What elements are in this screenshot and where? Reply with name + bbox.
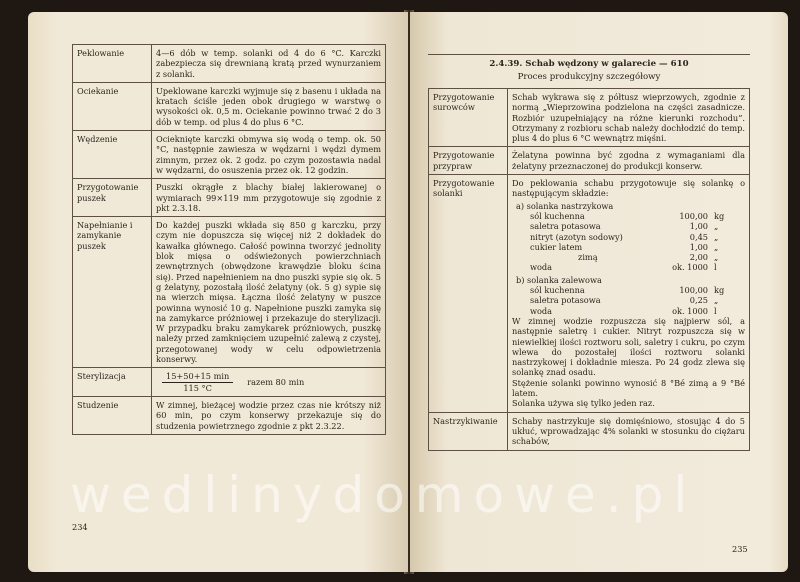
left-page	[28, 12, 408, 572]
ingredient-unit: „	[714, 231, 719, 242]
ingredient-name: nitryt (azotyn sodowy)	[530, 231, 623, 242]
table-row	[429, 147, 750, 175]
sterilization-fraction	[162, 371, 233, 393]
brine-cell	[508, 175, 750, 413]
row-text: Żelatyna powinna być zgodna z wymaganiami dla żelatyny przeznaczonej do produkcji konserw.	[508, 147, 750, 175]
ingredient-row	[512, 295, 745, 305]
ingredient-qty: 100,00	[679, 285, 708, 296]
brine-procedure: W zimnej wodzie rozpuszcza się najpierw sól, a następnie saletrę i cukier. Nitryt rozpuszcza się w niewielkiej ilości roztworu soli, saletry i cukru, po czym wlewa do pozostałej ilości roztworu solanki nastrzykowej i dokładnie miesza. Po 24 godz zlewa się solankę znad osadu.	[512, 315, 745, 378]
row-label: Przygotowanie solanki	[429, 175, 508, 413]
ingredient-unit: kg	[714, 210, 725, 221]
row-text: Ocieknięte karczki obmywa się wodą o temp. ok. 50 °C, następnie zawiesza w wędzarni i wędzi dymem zimnym, przez ok. 2 godz. po czym pozostawia nadal w wędzarni, do osuszenia przez ok. 12 godzin.	[152, 131, 386, 179]
brine-intro: Do peklowania schabu przygotowuje się solankę o następującym składzie:	[512, 178, 745, 199]
ingredient-unit: „	[714, 295, 719, 306]
process-table-left	[72, 44, 386, 435]
row-label: Napełnianie i zamykanie puszek	[73, 217, 152, 368]
section-subtitle: Proces produkcyjny szczegółowy	[517, 72, 661, 82]
fraction-numerator: 15+50+15 min	[162, 371, 233, 382]
table-row	[73, 45, 386, 83]
table-row	[73, 131, 386, 179]
ingredient-unit: „	[714, 241, 719, 252]
row-text: Schab wykrawa się z półtusz wieprzowych, zgodnie z normą „Wieprzowina podzielona na części zasadnicze. Rozbiór uzupełniający na różne kierunki rozchodu”. Otrzymany z rozbioru schab należy dochłodzić do temp. plus 4 do plus 6 °C wewnątrz mięśni.	[508, 89, 750, 147]
row-label: Nastrzykiwanie	[429, 412, 508, 450]
ingredient-qty: ok. 1000	[672, 305, 708, 316]
row-label: Studzenie	[73, 396, 152, 434]
brine-b-composition	[512, 275, 745, 316]
brine-a-heading: a) solanka nastrzykowa	[516, 200, 614, 211]
row-text: 4—6 dób w temp. solanki od 4 do 6 °C. Karczki zabezpiecza się drewnianą kratą przed wynurzaniem z solanki.	[152, 45, 386, 83]
sterilization-formula	[152, 368, 386, 397]
ingredient-qty: 1,00	[689, 241, 708, 252]
ingredient-row	[512, 252, 745, 262]
ingredient-qty: 1,00	[689, 221, 708, 232]
header-rule	[428, 54, 750, 55]
ingredient-name: saletra potasowa	[530, 295, 601, 306]
table-row	[73, 368, 386, 397]
brine-single-use: Solanka używa się tylko jeden raz.	[512, 398, 655, 409]
row-label: Przygotowanie surowców	[429, 89, 508, 147]
ingredient-row	[512, 285, 745, 295]
ingredient-unit: kg	[714, 285, 725, 296]
section-title: 2.4.39. Schab wędzony w galarecie — 610	[489, 59, 689, 69]
right-page	[410, 12, 788, 572]
row-text: Schaby nastrzykuje się domięśniowo, stosując 4 do 5 ukłuć, wprowadzając 4% solanki w stosunku do ciężaru schabów,	[508, 412, 750, 450]
ingredient-row	[512, 306, 745, 316]
ingredient-row	[512, 262, 745, 272]
table-row	[429, 89, 750, 147]
row-label: Sterylizacja	[73, 368, 152, 397]
ingredient-unit: l	[714, 305, 717, 316]
table-row	[429, 412, 750, 450]
row-label: Peklowanie	[73, 45, 152, 83]
fraction-denominator: 115 °C	[183, 382, 212, 393]
row-text: Do każdej puszki wkłada się 850 g karczku, przy czym nie dopuszcza się więcej niż 2 dokładek do kawałka głównego. Całość powinna tworzyć jednolity blok mięsa o odświeżonych powierzchniach zewnętrznych (obwędzone krawędzie bloku ścina się). Przed napełnieniem na dno puszki sypie się ok. 5 g żelatyny, pozostałą ilość żelatyny (ok. 5 g) sypie się na wierzch mięsa. Łączna ilość żelatyny w puszce powinna wynosić 10 g. Napełnione puszki zamyka się na zamykarce próżniowej i przekazuje do sterylizacji. W przypadku braku zamykarek próżniowych, puszkę należy przed zamknięciem uzupełnić zalewą z czystej, przegotowanej wody w celu odpowietrzenia konserwy.	[152, 217, 386, 368]
watermark-text: wedlinydomowe.pl	[70, 466, 698, 524]
ingredient-name: sól kuchenna	[530, 285, 585, 296]
ingredient-qty: ok. 1000	[672, 262, 708, 273]
table-row	[73, 217, 386, 368]
ingredient-row	[512, 211, 745, 221]
table-row	[73, 396, 386, 434]
process-table-right	[428, 88, 750, 451]
sterilization-total: razem 80 min	[247, 376, 305, 387]
ingredient-name: sól kuchenna	[530, 210, 585, 221]
ingredient-name: woda	[530, 305, 553, 316]
ingredient-unit: l	[714, 262, 717, 273]
ingredient-qty: 0,25	[689, 295, 708, 306]
page-number: 235	[732, 544, 748, 554]
ingredient-name: zimą	[578, 252, 598, 263]
ingredient-name: saletra potasowa	[530, 221, 601, 232]
ingredient-row	[512, 221, 745, 231]
row-text: W zimnej, bieżącej wodzie przez czas nie krótszy niż 60 min, po czym konserwy przekazuje się do studzenia powietrznego zgodnie z pkt 2.3.22.	[152, 396, 386, 434]
ingredient-unit: „	[714, 252, 719, 263]
row-label: Przygotowanie przypraw	[429, 147, 508, 175]
brine-strength: Stężenie solanki powinno wynosić 8 °Bé zimą a 9 °Bé latem.	[512, 377, 745, 399]
ingredient-unit: „	[714, 221, 719, 232]
row-text: Puszki okrągłe z blachy białej lakierowanej o wymiarach 99×119 mm przygotowuje się zgodnie z pkt 2.3.18.	[152, 179, 386, 217]
page-number: 234	[72, 522, 88, 532]
ingredient-qty: 0,45	[689, 231, 708, 242]
brine-b-heading: b) solanka zalewowa	[516, 274, 602, 285]
brine-a-composition	[512, 201, 745, 273]
row-text: Upeklowane karczki wyjmuje się z basenu i układa na kratach ściśle jeden obok drugiego w warstwę o wysokości ok. 0,5 m. Ociekanie powinno trwać 2 do 3 dób w temp. od plus 4 do plus 6 °C.	[152, 82, 386, 130]
table-row	[429, 175, 750, 413]
row-label: Ociekanie	[73, 82, 152, 130]
ingredient-row	[512, 242, 745, 252]
row-label: Wędzenie	[73, 131, 152, 179]
table-row	[73, 179, 386, 217]
table-row	[73, 82, 386, 130]
ingredient-qty: 2,00	[689, 252, 708, 263]
ingredient-name: woda	[530, 262, 553, 273]
ingredient-qty: 100,00	[679, 210, 708, 221]
row-label: Przygotowanie puszek	[73, 179, 152, 217]
ingredient-name: cukier latem	[530, 241, 583, 252]
ingredient-row	[512, 232, 745, 242]
